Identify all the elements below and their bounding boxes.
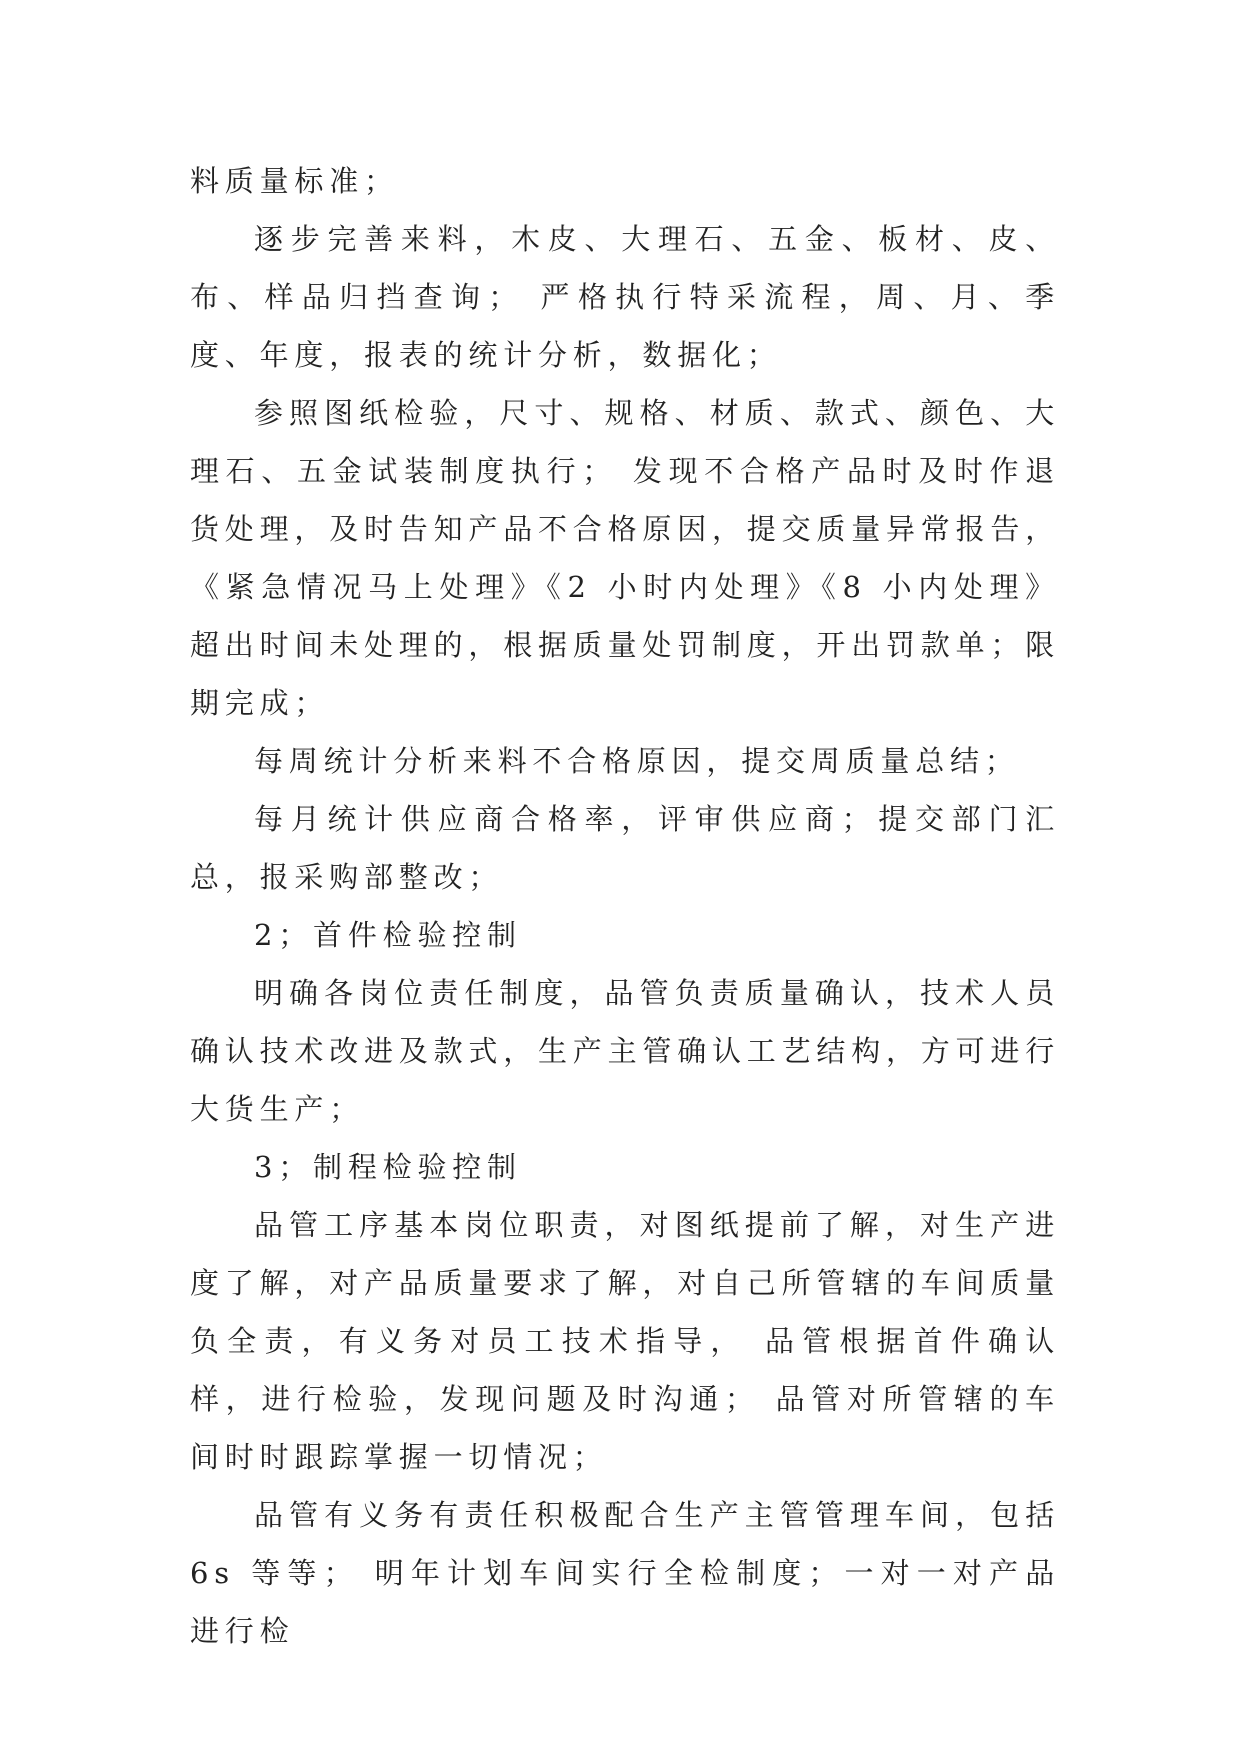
heading-process-inspection: 3；制程检验控制 [254,1150,522,1184]
paragraph-qc-duties: 品管工序基本岗位职责，对图纸提前了解，对生产进度了解，对产品质量要求了解，对自己所管辖的车间质量负全责，有义务对员工技术指导， 品管根据首件确认样，进行检验，发现问题及时沟通； 品管对所管辖的车间时时跟踪掌握一切情况； [190,1208,1061,1474]
paragraph-qc-cooperation: 品管有义务有责任积极配合生产主管管理车间，包括 6s 等等； 明年计划车间实行全检制度；一对一对产品进行检 [190,1498,1060,1648]
paragraph-incoming-materials: 逐步完善来料，木皮、大理石、五金、板材、皮、布、样品归挡查询； 严格执行特采流程，周、月、季度、年度，报表的统计分析，数据化； [190,222,1060,372]
paragraph-drawing-inspection: 参照图纸检验，尺寸、规格、材质、款式、颜色、大理石、五金试装制度执行； 发现不合格产品时及时作退货处理，及时告知产品不合格原因，提交质量异常报告，《紧急情况马上处理》《2 小时内处理》《8 小内处理》超出时间未处理的，根据质量处罚制度，开出罚款单；限期完成； [190,396,1061,720]
document-body [190,152,1060,1660]
paragraph-material-standard: 料质量标准； [190,164,399,198]
paragraph-responsibility-system: 明确各岗位责任制度，品管负责质量确认，技术人员确认技术改进及款式，生产主管确认工艺结构，方可进行大货生产； [190,976,1061,1126]
paragraph-weekly-summary: 每周统计分析来料不合格原因，提交周质量总结； [254,744,1020,778]
paragraph-monthly-supplier: 每月统计供应商合格率，评审供应商；提交部门汇总，报采购部整改； [190,802,1060,894]
heading-first-article-inspection: 2；首件检验控制 [254,918,522,952]
